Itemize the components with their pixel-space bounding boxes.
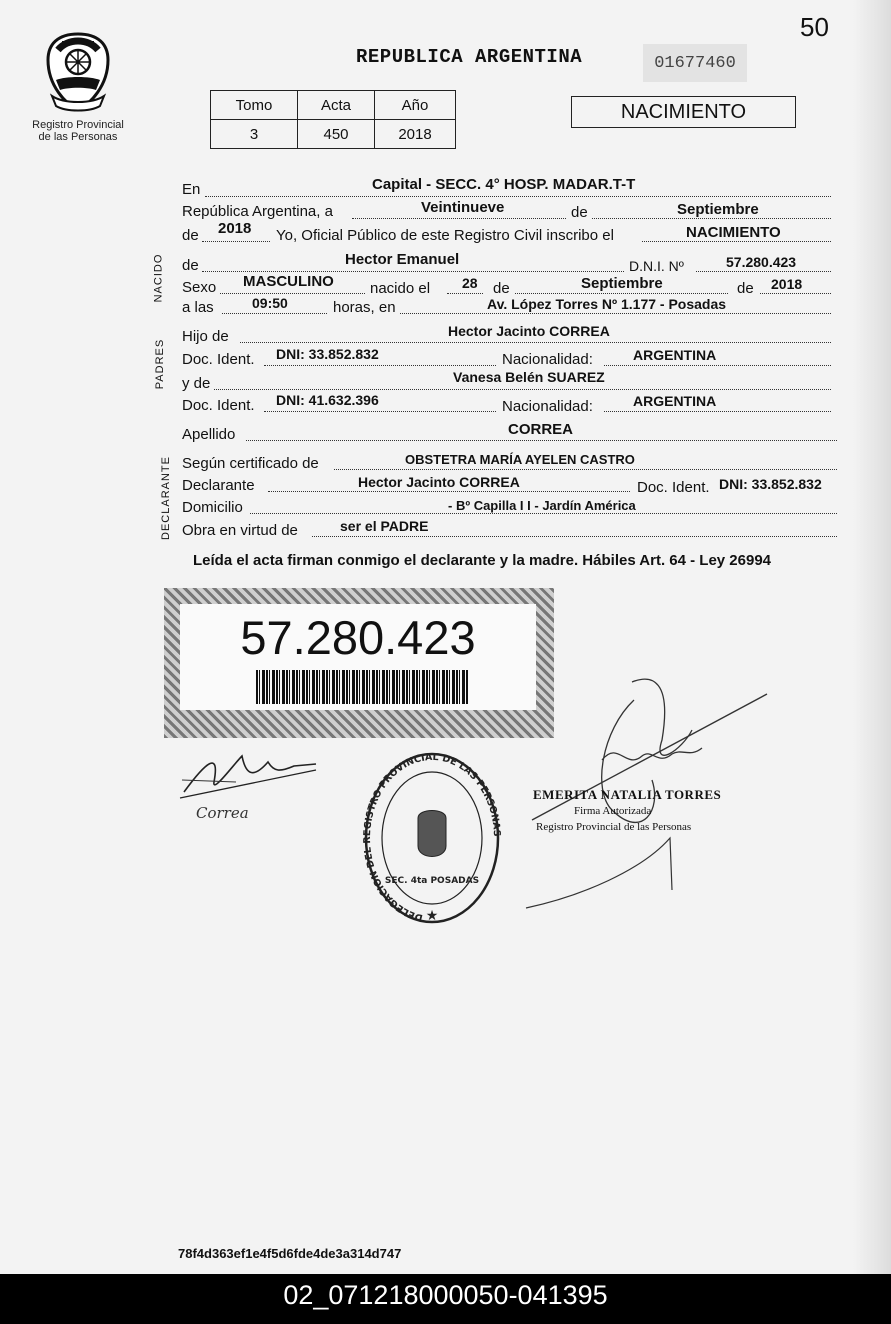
field-mother: Vanesa Belén SUAREZ — [453, 369, 605, 385]
legal-note: Leída el acta firman conmigo el declarante y la madre. Hábiles Art. 64 - Ley 26994 — [193, 552, 772, 569]
table-header-cell: Tomo — [211, 91, 298, 120]
table-row — [211, 120, 456, 149]
label-a-las: a las — [182, 299, 214, 316]
official-seal — [362, 748, 502, 928]
serial-number: 01677460 — [643, 44, 747, 82]
field-father: Hector Jacinto CORREA — [448, 323, 610, 339]
fill-line — [220, 293, 365, 294]
declarant-signature — [176, 742, 326, 822]
fill-line — [202, 271, 624, 272]
field-birth-year: 2018 — [771, 276, 803, 292]
table-cell: 3 — [211, 120, 298, 149]
section-label-nacido: NACIDO — [152, 253, 165, 303]
label-hijo-de: Hijo de — [182, 328, 229, 345]
fill-line — [250, 513, 837, 514]
field-surname: CORREA — [508, 421, 574, 438]
fill-line — [205, 196, 831, 197]
table-header-row — [211, 91, 456, 120]
svg-text:DELEGACION DEL REGISTRO PROVIN: DELEGACION DEL REGISTRO PROVINCIAL DE LAS PERSONAS — [362, 751, 502, 924]
field-name: Hector Emanuel — [345, 251, 460, 268]
handwritten-name: Correa — [196, 804, 249, 822]
label-nacido-el: nacido el — [370, 280, 431, 297]
footer-code: 02_071218000050-041395 — [0, 1274, 891, 1324]
field-day-words: Veintinueve — [421, 199, 505, 216]
field-certificate: OBSTETRA MARÍA AYELEN CASTRO — [405, 452, 635, 467]
field-mother-nationality: ARGENTINA — [633, 393, 717, 409]
label-de: de — [493, 280, 510, 297]
fill-line — [240, 342, 831, 343]
label-nacionalidad: Nacionalidad: — [502, 398, 593, 415]
label-sexo: Sexo — [182, 279, 217, 296]
label-y-de: y de — [182, 375, 211, 392]
dni-big-number: 57.280.423 — [240, 611, 476, 664]
fill-line — [268, 491, 630, 492]
fill-line — [334, 469, 837, 470]
label-obra: Obra en virtud de — [182, 522, 298, 539]
label-doc-ident: Doc. Ident. — [637, 479, 710, 496]
fill-line — [642, 241, 831, 242]
label-doc-ident: Doc. Ident. — [182, 351, 255, 368]
section-label-declarante: DECLARANTE — [159, 456, 172, 540]
fill-line — [264, 411, 496, 412]
label-inscribo: Yo, Oficial Público de este Registro Civil inscribo el — [276, 227, 614, 244]
dni-label-inner — [180, 604, 536, 710]
label-de: de — [737, 280, 754, 297]
logo-caption-2: de las Personas — [38, 131, 118, 143]
field-time: 09:50 — [252, 295, 288, 311]
label-dni: D.N.I. Nº — [629, 258, 684, 274]
table-cell: 2018 — [375, 120, 456, 149]
label-declarante: Declarante — [182, 477, 255, 494]
document-title: REPUBLICA ARGENTINA — [356, 46, 583, 68]
table-header-cell: Año — [375, 91, 456, 120]
barcode — [256, 670, 468, 704]
field-month: Septiembre — [677, 201, 759, 218]
section-label-padres: PADRES — [154, 338, 167, 390]
label-doc-ident: Doc. Ident. — [182, 397, 255, 414]
table-cell: 450 — [298, 120, 375, 149]
label-segun: Según certificado de — [182, 455, 319, 472]
registry-logo — [28, 30, 128, 143]
label-domicilio: Domicilio — [182, 499, 243, 516]
field-by-virtue: ser el PADRE — [340, 518, 429, 534]
field-declarant: Hector Jacinto CORREA — [358, 474, 520, 490]
fill-line — [760, 293, 831, 294]
fill-line — [400, 313, 831, 314]
fill-line — [604, 411, 831, 412]
signatory-role: Firma Autorizada — [574, 805, 652, 817]
fill-line — [696, 271, 831, 272]
field-sex: MASCULINO — [243, 273, 334, 290]
document-hash: 78f4d363ef1e4f5d6fde4de3a314d747 — [178, 1246, 402, 1261]
registry-table — [210, 90, 456, 149]
field-birth-month: Septiembre — [581, 275, 663, 292]
signatory-name: EMERITA NATALIA TORRES — [533, 787, 722, 802]
svg-text:★: ★ — [425, 907, 439, 923]
dni-number-label — [164, 588, 554, 738]
field-father-nationality: ARGENTINA — [633, 347, 717, 363]
fill-line — [246, 440, 837, 441]
fill-line — [515, 293, 728, 294]
field-year: 2018 — [218, 220, 252, 237]
label-republica: República Argentina, a — [182, 203, 333, 220]
act-type-box: NACIMIENTO — [571, 96, 796, 128]
fill-line — [202, 241, 270, 242]
field-place: Capital - SECC. 4° HOSP. MADAR.T-T — [372, 176, 636, 193]
fill-line — [447, 293, 483, 294]
page-edge-shadow — [853, 0, 891, 1274]
label-en: En — [182, 181, 201, 198]
fill-line — [264, 365, 496, 366]
svg-text:SEC. 4ta POSADAS: SEC. 4ta POSADAS — [384, 876, 480, 886]
fill-line — [592, 218, 831, 219]
coat-of-arms-icon — [38, 30, 118, 114]
label-de: de — [182, 257, 199, 274]
fill-line — [312, 536, 837, 537]
signatory-organization: Registro Provincial de las Personas — [536, 821, 692, 833]
field-mother-doc: DNI: 41.632.396 — [276, 392, 379, 408]
page-number: 50 — [800, 12, 829, 42]
fill-line — [214, 389, 831, 390]
label-apellido: Apellido — [182, 426, 236, 443]
label-de: de — [182, 227, 199, 244]
field-declarant-doc: DNI: 33.852.832 — [719, 476, 822, 492]
field-dni: 57.280.423 — [726, 254, 797, 270]
fill-line — [222, 313, 327, 314]
label-horas-en: horas, en — [333, 299, 396, 316]
logo-caption-1: Registro Provincial — [32, 119, 124, 131]
field-father-doc: DNI: 33.852.832 — [276, 346, 379, 362]
field-act: NACIMIENTO — [686, 224, 781, 241]
field-birth-place: Av. López Torres Nº 1.177 - Posadas — [487, 296, 727, 312]
label-de: de — [571, 204, 588, 221]
table-header-cell: Acta — [298, 91, 375, 120]
fill-line — [352, 218, 566, 219]
field-address: - Bº Capilla I I - Jardín América — [448, 498, 636, 513]
field-birth-day: 28 — [462, 275, 478, 291]
fill-line — [604, 365, 831, 366]
label-nacionalidad: Nacionalidad: — [502, 351, 593, 368]
